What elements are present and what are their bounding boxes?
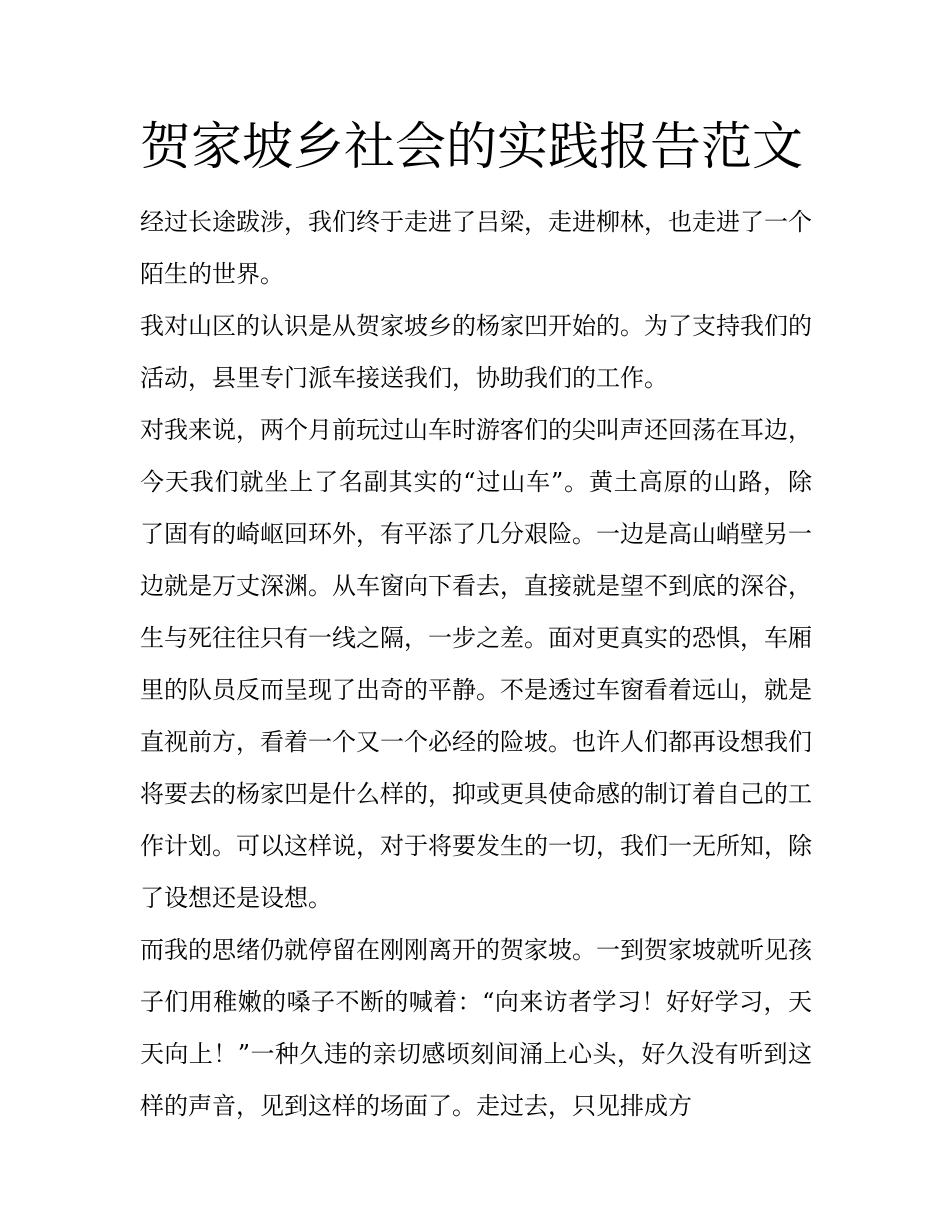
- paragraph-2: 我对山区的认识是从贺家坡乡的杨家凹开始的。为了支持我们的活动，县里专门派车接送我们，协助我们的工作。: [140, 312, 812, 392]
- document-title: 贺家坡乡社会的实践报告范文: [140, 118, 804, 177]
- paragraph-4: 而我的思绪仍就停留在刚刚离开的贺家坡。一到贺家坡就听见孩子们用稚嫩的嗓子不断的喊着：“向来访者学习！好好学习，天天向上！”一种久违的亲切感顷刻间涌上心头，好久没有听到这样的声音，见到这样的场面了。走过去，只见排成方: [140, 936, 812, 1120]
- paragraph-1: 经过长途跋涉，我们终于走进了吕梁，走进柳林，也走进了一个陌生的世界。: [140, 208, 812, 288]
- paragraph-3: 对我来说，两个月前玩过山车时游客们的尖叫声还回荡在耳边，今天我们就坐上了名副其实的“过山车”。黄土高原的山路，除了固有的崎岖回环外，有平添了几分艰险。一边是高山峭壁另一边就是万丈深渊。从车窗向下看去，直接就是望不到底的深谷，生与死往往只有一线之隔，一步之差。面对更真实的恐惧，车厢里的队员反而呈现了出奇的平静。不是透过车窗看着远山，就是直视前方，看着一个又一个必经的险坡。也许人们都再设想我们将要去的杨家凹是什么样的，抑或更具使命感的制订着自己的工作计划。可以这样说，对于将要发生的一切，我们一无所知，除了设想还是设想。: [140, 416, 812, 912]
- document-body: [140, 196, 812, 1132]
